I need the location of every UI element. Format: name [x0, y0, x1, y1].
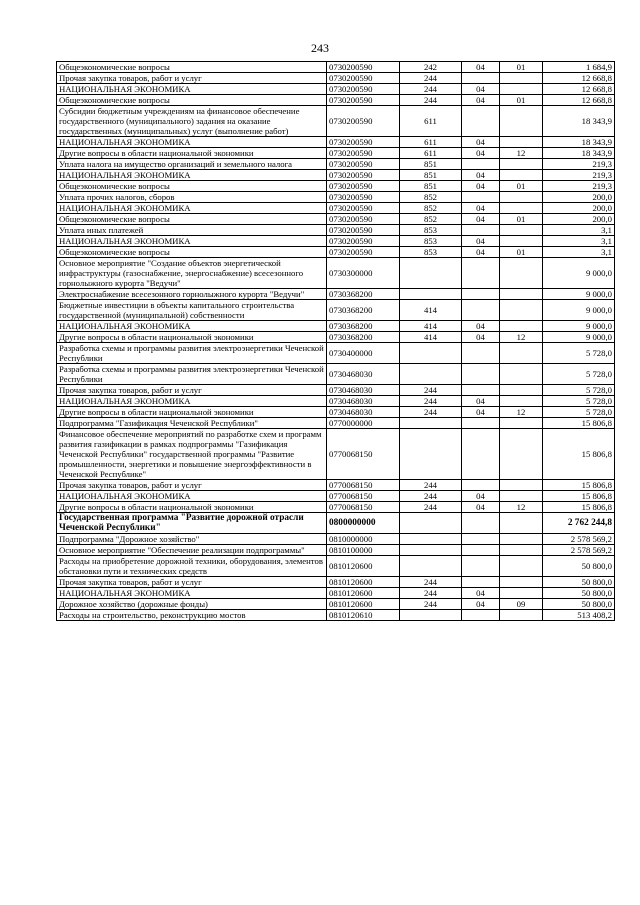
cell-amount: 2 578 569,2 — [543, 534, 615, 545]
cell-subsection — [500, 159, 543, 170]
cell-subsection — [500, 203, 543, 214]
budget-table-body — [57, 62, 615, 621]
cell-target-code: 0810120600 — [327, 556, 400, 577]
table-row — [57, 556, 615, 577]
cell-expense-type: 244 — [400, 407, 462, 418]
cell-section — [462, 534, 500, 545]
cell-amount: 15 806,8 — [543, 429, 615, 480]
cell-expense-type: 244 — [400, 95, 462, 106]
cell-name: Финансовое обеспечение мероприятий по разработке схем и программ развития газификации в рамках подпрограммы "Газификация Чеченской Республики" государственной программы "Развитие промышленности, энергетики и повышение энергоэффективности в Чеченской Республике" — [57, 429, 327, 480]
cell-expense-type — [400, 610, 462, 621]
cell-target-code: 0730368200 — [327, 300, 400, 321]
table-row — [57, 545, 615, 556]
cell-section: 04 — [462, 599, 500, 610]
cell-amount: 18 343,9 — [543, 148, 615, 159]
cell-target-code: 0730368200 — [327, 289, 400, 300]
table-row — [57, 247, 615, 258]
cell-section: 04 — [462, 396, 500, 407]
table-row — [57, 534, 615, 545]
cell-target-code: 0770068150 — [327, 502, 400, 513]
table-row — [57, 95, 615, 106]
cell-subsection — [500, 170, 543, 181]
cell-subsection — [500, 429, 543, 480]
cell-section: 04 — [462, 332, 500, 343]
table-row — [57, 106, 615, 137]
table-row — [57, 225, 615, 236]
cell-name: Расходы на приобретение дорожной техники, оборудования, элементов обстановки пути и технических средств — [57, 556, 327, 577]
cell-section: 04 — [462, 137, 500, 148]
cell-subsection — [500, 480, 543, 491]
cell-expense-type: 611 — [400, 106, 462, 137]
table-row — [57, 214, 615, 225]
cell-name: Общеэкономические вопросы — [57, 95, 327, 106]
table-row — [57, 429, 615, 480]
cell-amount: 50 800,0 — [543, 599, 615, 610]
cell-section: 04 — [462, 247, 500, 258]
cell-section — [462, 225, 500, 236]
cell-name: Подпрограмма "Газификация Чеченской Республики" — [57, 418, 327, 429]
cell-section: 04 — [462, 62, 500, 73]
cell-name: Прочая закупка товаров, работ и услуг — [57, 73, 327, 84]
cell-name: НАЦИОНАЛЬНАЯ ЭКОНОМИКА — [57, 84, 327, 95]
table-row — [57, 396, 615, 407]
cell-expense-type — [400, 429, 462, 480]
cell-target-code: 0730200590 — [327, 203, 400, 214]
cell-section — [462, 385, 500, 396]
cell-name: Субсидии бюджетным учреждениям на финансовое обеспечение государственного (муниципального) задания на оказание государственных (муниципальных) услуг (выполнение работ) — [57, 106, 327, 137]
table-row — [57, 502, 615, 513]
cell-amount: 219,3 — [543, 170, 615, 181]
cell-amount: 15 806,8 — [543, 502, 615, 513]
table-row — [57, 137, 615, 148]
cell-section: 04 — [462, 321, 500, 332]
cell-expense-type: 244 — [400, 588, 462, 599]
cell-target-code: 0770068150 — [327, 429, 400, 480]
cell-target-code: 0730200590 — [327, 106, 400, 137]
cell-section: 04 — [462, 214, 500, 225]
cell-target-code: 0810120600 — [327, 577, 400, 588]
cell-name: НАЦИОНАЛЬНАЯ ЭКОНОМИКА — [57, 588, 327, 599]
table-row — [57, 588, 615, 599]
cell-subsection: 01 — [500, 62, 543, 73]
table-row — [57, 170, 615, 181]
cell-name: НАЦИОНАЛЬНАЯ ЭКОНОМИКА — [57, 491, 327, 502]
cell-section — [462, 258, 500, 289]
cell-expense-type — [400, 513, 462, 534]
table-row — [57, 148, 615, 159]
cell-amount: 513 408,2 — [543, 610, 615, 621]
cell-expense-type: 851 — [400, 159, 462, 170]
cell-subsection — [500, 491, 543, 502]
table-row — [57, 236, 615, 247]
cell-expense-type: 244 — [400, 73, 462, 84]
cell-expense-type: 244 — [400, 491, 462, 502]
cell-expense-type: 414 — [400, 300, 462, 321]
cell-amount: 50 800,0 — [543, 588, 615, 599]
cell-expense-type — [400, 534, 462, 545]
cell-target-code: 0730368200 — [327, 321, 400, 332]
cell-name: Общеэкономические вопросы — [57, 214, 327, 225]
cell-target-code: 0730200590 — [327, 181, 400, 192]
cell-name: НАЦИОНАЛЬНАЯ ЭКОНОМИКА — [57, 137, 327, 148]
cell-section — [462, 300, 500, 321]
cell-expense-type — [400, 289, 462, 300]
cell-subsection — [500, 343, 543, 364]
cell-subsection — [500, 321, 543, 332]
cell-target-code: 0730300000 — [327, 258, 400, 289]
cell-amount: 5 728,0 — [543, 396, 615, 407]
table-row — [57, 577, 615, 588]
cell-section: 04 — [462, 491, 500, 502]
cell-expense-type: 244 — [400, 577, 462, 588]
page-number: 243 — [311, 41, 329, 55]
cell-subsection: 12 — [500, 502, 543, 513]
table-row — [57, 321, 615, 332]
cell-subsection — [500, 534, 543, 545]
cell-subsection — [500, 418, 543, 429]
table-row — [57, 513, 615, 534]
cell-amount: 15 806,8 — [543, 491, 615, 502]
cell-name: Бюджетные инвестиции в объекты капитального строительства государственной (муниципальной) собственности — [57, 300, 327, 321]
table-row — [57, 610, 615, 621]
cell-target-code: 0730200590 — [327, 225, 400, 236]
cell-section: 04 — [462, 588, 500, 599]
cell-amount: 18 343,9 — [543, 106, 615, 137]
cell-expense-type: 244 — [400, 502, 462, 513]
cell-section — [462, 577, 500, 588]
cell-section: 04 — [462, 148, 500, 159]
cell-name: Дорожное хозяйство (дорожные фонды) — [57, 599, 327, 610]
cell-section — [462, 480, 500, 491]
cell-section — [462, 364, 500, 385]
cell-name: Другие вопросы в области национальной экономики — [57, 407, 327, 418]
cell-subsection — [500, 545, 543, 556]
cell-target-code: 0730468030 — [327, 396, 400, 407]
cell-target-code: 0810120600 — [327, 599, 400, 610]
cell-section — [462, 192, 500, 203]
cell-subsection — [500, 106, 543, 137]
table-row — [57, 385, 615, 396]
cell-target-code: 0730468030 — [327, 407, 400, 418]
cell-section — [462, 289, 500, 300]
cell-amount: 9 000,0 — [543, 289, 615, 300]
cell-name: Подпрограмма "Дорожное хозяйство" — [57, 534, 327, 545]
cell-subsection: 01 — [500, 95, 543, 106]
cell-expense-type: 244 — [400, 599, 462, 610]
table-row — [57, 491, 615, 502]
cell-section — [462, 159, 500, 170]
cell-expense-type: 242 — [400, 62, 462, 73]
cell-amount: 9 000,0 — [543, 321, 615, 332]
cell-name: Уплата прочих налогов, сборов — [57, 192, 327, 203]
table-row — [57, 62, 615, 73]
cell-amount: 3,1 — [543, 225, 615, 236]
cell-amount: 5 728,0 — [543, 364, 615, 385]
cell-name: Разработка схемы и программы развития электроэнергетики Чеченской Республики — [57, 343, 327, 364]
cell-target-code: 0730200590 — [327, 247, 400, 258]
cell-subsection: 01 — [500, 181, 543, 192]
cell-amount: 2 762 244,8 — [543, 513, 615, 534]
cell-target-code: 0810000000 — [327, 534, 400, 545]
cell-section: 04 — [462, 84, 500, 95]
cell-name: Основное мероприятие "Создание объектов энергетической инфраструктуры (газоснабжение, энергоснабжение) всесезонного горнолыжного курорта "Ведучи" — [57, 258, 327, 289]
cell-amount: 12 668,8 — [543, 73, 615, 84]
cell-target-code: 0730200590 — [327, 214, 400, 225]
cell-expense-type — [400, 364, 462, 385]
cell-target-code: 0730200590 — [327, 95, 400, 106]
cell-expense-type — [400, 343, 462, 364]
cell-name: Другие вопросы в области национальной экономики — [57, 332, 327, 343]
cell-expense-type: 244 — [400, 480, 462, 491]
cell-amount: 200,0 — [543, 203, 615, 214]
cell-target-code: 0800000000 — [327, 513, 400, 534]
cell-name: Общеэкономические вопросы — [57, 247, 327, 258]
cell-target-code: 0730200590 — [327, 192, 400, 203]
cell-name: НАЦИОНАЛЬНАЯ ЭКОНОМИКА — [57, 236, 327, 247]
cell-expense-type: 853 — [400, 225, 462, 236]
cell-subsection — [500, 225, 543, 236]
cell-expense-type — [400, 545, 462, 556]
cell-section — [462, 513, 500, 534]
cell-amount: 9 000,0 — [543, 300, 615, 321]
cell-expense-type: 244 — [400, 84, 462, 95]
cell-expense-type: 851 — [400, 181, 462, 192]
cell-subsection — [500, 236, 543, 247]
cell-subsection — [500, 137, 543, 148]
cell-amount: 3,1 — [543, 247, 615, 258]
cell-target-code: 0730200590 — [327, 148, 400, 159]
cell-amount: 50 800,0 — [543, 556, 615, 577]
table-row — [57, 84, 615, 95]
cell-subsection — [500, 192, 543, 203]
cell-amount: 9 000,0 — [543, 258, 615, 289]
cell-expense-type: 244 — [400, 396, 462, 407]
cell-expense-type: 611 — [400, 137, 462, 148]
cell-section: 04 — [462, 502, 500, 513]
table-row — [57, 289, 615, 300]
cell-subsection — [500, 396, 543, 407]
cell-amount: 1 684,9 — [543, 62, 615, 73]
cell-name: Общеэкономические вопросы — [57, 62, 327, 73]
cell-subsection — [500, 73, 543, 84]
cell-amount: 15 806,8 — [543, 418, 615, 429]
cell-subsection: 12 — [500, 407, 543, 418]
cell-amount: 2 578 569,2 — [543, 545, 615, 556]
cell-subsection — [500, 289, 543, 300]
cell-target-code: 0730368200 — [327, 332, 400, 343]
cell-name: Прочая закупка товаров, работ и услуг — [57, 385, 327, 396]
table-row — [57, 203, 615, 214]
cell-expense-type: 852 — [400, 192, 462, 203]
cell-amount: 5 728,0 — [543, 385, 615, 396]
cell-name: Другие вопросы в области национальной экономики — [57, 502, 327, 513]
cell-name: Уплата налога на имущество организаций и земельного налога — [57, 159, 327, 170]
table-row — [57, 343, 615, 364]
table-row — [57, 332, 615, 343]
cell-section: 04 — [462, 95, 500, 106]
cell-expense-type: 853 — [400, 247, 462, 258]
cell-name: Уплата иных платежей — [57, 225, 327, 236]
cell-amount: 15 806,8 — [543, 480, 615, 491]
cell-subsection: 09 — [500, 599, 543, 610]
cell-name: Прочая закупка товаров, работ и услуг — [57, 577, 327, 588]
cell-target-code: 0730200590 — [327, 62, 400, 73]
table-row — [57, 159, 615, 170]
cell-name: Общеэкономические вопросы — [57, 181, 327, 192]
cell-target-code: 0810100000 — [327, 545, 400, 556]
cell-target-code: 0730200590 — [327, 170, 400, 181]
cell-expense-type: 244 — [400, 385, 462, 396]
cell-target-code: 0770000000 — [327, 418, 400, 429]
cell-section: 04 — [462, 170, 500, 181]
table-row — [57, 480, 615, 491]
cell-section: 04 — [462, 181, 500, 192]
cell-expense-type: 414 — [400, 332, 462, 343]
cell-subsection: 12 — [500, 332, 543, 343]
cell-amount: 200,0 — [543, 214, 615, 225]
cell-expense-type — [400, 556, 462, 577]
cell-name: Другие вопросы в области национальной экономики — [57, 148, 327, 159]
cell-amount: 5 728,0 — [543, 343, 615, 364]
cell-amount: 200,0 — [543, 192, 615, 203]
cell-name: НАЦИОНАЛЬНАЯ ЭКОНОМИКА — [57, 203, 327, 214]
cell-expense-type — [400, 418, 462, 429]
cell-name: Расходы на строительство, реконструкцию мостов — [57, 610, 327, 621]
cell-expense-type: 852 — [400, 203, 462, 214]
table-row — [57, 73, 615, 84]
cell-section: 04 — [462, 407, 500, 418]
cell-expense-type: 851 — [400, 170, 462, 181]
cell-subsection — [500, 513, 543, 534]
cell-subsection — [500, 385, 543, 396]
cell-subsection — [500, 610, 543, 621]
cell-name: Основное мероприятие "Обеспечение реализации подпрограммы" — [57, 545, 327, 556]
cell-expense-type: 611 — [400, 148, 462, 159]
cell-subsection: 12 — [500, 148, 543, 159]
cell-section — [462, 545, 500, 556]
cell-expense-type — [400, 258, 462, 289]
cell-target-code: 0730468030 — [327, 364, 400, 385]
cell-section — [462, 418, 500, 429]
cell-amount: 219,3 — [543, 181, 615, 192]
cell-amount: 3,1 — [543, 236, 615, 247]
cell-target-code: 0810120600 — [327, 588, 400, 599]
cell-target-code: 0730200590 — [327, 84, 400, 95]
cell-subsection — [500, 84, 543, 95]
cell-section: 04 — [462, 236, 500, 247]
table-row — [57, 599, 615, 610]
cell-subsection — [500, 556, 543, 577]
cell-section — [462, 610, 500, 621]
cell-subsection — [500, 258, 543, 289]
cell-amount: 5 728,0 — [543, 407, 615, 418]
table-row — [57, 418, 615, 429]
cell-name: Государственная программа "Развитие дорожной отрасли Чеченской Республики" — [57, 513, 327, 534]
cell-target-code: 0730468030 — [327, 385, 400, 396]
cell-subsection: 01 — [500, 247, 543, 258]
cell-name: НАЦИОНАЛЬНАЯ ЭКОНОМИКА — [57, 396, 327, 407]
cell-expense-type: 414 — [400, 321, 462, 332]
cell-target-code: 0770068150 — [327, 491, 400, 502]
table-row — [57, 192, 615, 203]
cell-section: 04 — [462, 203, 500, 214]
cell-subsection — [500, 588, 543, 599]
table-row — [57, 258, 615, 289]
cell-section — [462, 429, 500, 480]
budget-table — [56, 61, 615, 621]
cell-subsection — [500, 577, 543, 588]
cell-name: Прочая закупка товаров, работ и услуг — [57, 480, 327, 491]
cell-subsection — [500, 300, 543, 321]
cell-target-code: 0730200590 — [327, 137, 400, 148]
cell-name: НАЦИОНАЛЬНАЯ ЭКОНОМИКА — [57, 170, 327, 181]
cell-subsection: 01 — [500, 214, 543, 225]
cell-name: Электроснабжение всесезонного горнолыжного курорта "Ведучи" — [57, 289, 327, 300]
cell-section — [462, 343, 500, 364]
cell-name: НАЦИОНАЛЬНАЯ ЭКОНОМИКА — [57, 321, 327, 332]
table-row — [57, 300, 615, 321]
cell-section — [462, 556, 500, 577]
cell-amount: 12 668,8 — [543, 84, 615, 95]
cell-subsection — [500, 364, 543, 385]
table-row — [57, 407, 615, 418]
cell-expense-type: 853 — [400, 236, 462, 247]
cell-amount: 12 668,8 — [543, 95, 615, 106]
cell-expense-type: 852 — [400, 214, 462, 225]
cell-target-code: 0730200590 — [327, 73, 400, 84]
cell-section — [462, 73, 500, 84]
cell-amount: 219,3 — [543, 159, 615, 170]
cell-amount: 50 800,0 — [543, 577, 615, 588]
cell-amount: 9 000,0 — [543, 332, 615, 343]
cell-target-code: 0730400000 — [327, 343, 400, 364]
cell-target-code: 0770068150 — [327, 480, 400, 491]
table-row — [57, 181, 615, 192]
cell-target-code: 0730200590 — [327, 236, 400, 247]
cell-section — [462, 106, 500, 137]
table-row — [57, 364, 615, 385]
cell-amount: 18 343,9 — [543, 137, 615, 148]
cell-target-code: 0730200590 — [327, 159, 400, 170]
cell-target-code: 0810120610 — [327, 610, 400, 621]
cell-name: Разработка схемы и программы развития электроэнергетики Чеченской Республики — [57, 364, 327, 385]
